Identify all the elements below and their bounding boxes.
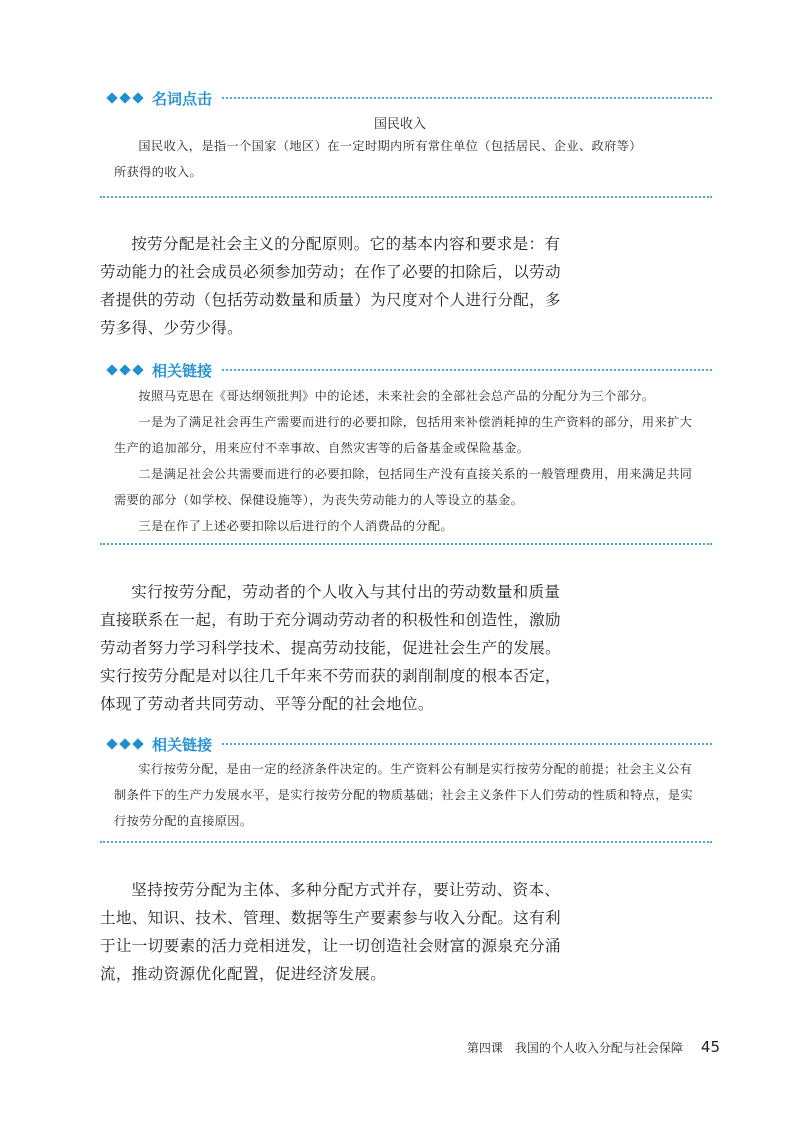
- chapter-title: 第四课 我国的个人收入分配与社会保障: [466, 1041, 683, 1055]
- page-number: 45: [700, 1038, 720, 1056]
- box-title: 相关链接: [152, 361, 213, 380]
- link-paragraph: 实行按劳分配，是由一定的经济条件决定的。生产资料公有制是实行按劳分配的前提；社会主义公有制条件下的生产力发展水平，是实行按劳分配的物质基础；社会主义条件下人们劳动的性质和特点，是实行按劳分配的直接原因。: [114, 762, 694, 828]
- box-header-link: [107, 733, 712, 755]
- definition-line: 国民收入，是指一个国家（地区）在一定时期内所有常住单位（包括居民、企业、政府等）: [138, 139, 642, 153]
- term-definition: [114, 133, 702, 185]
- diamond-bullets-icon: [107, 740, 143, 748]
- diamond-bullets-icon: [107, 366, 143, 374]
- dotted-divider: [222, 97, 712, 99]
- box-header-term: [107, 87, 712, 109]
- dotted-divider: [222, 743, 712, 745]
- box-header-link: [107, 359, 712, 381]
- link-paragraph: 按照马克思在《哥达纲领批判》中的论述，未来社会的全部社会总产品的分配分为三个部分。: [138, 389, 655, 403]
- link-paragraph: 一是为了满足社会再生产需要而进行的必要扣除，包括用来补偿消耗掉的生产资料的部分，用来扩大生产的追加部分，用来应付不幸事故、自然灾害等的后备基金或保险基金。: [114, 415, 693, 455]
- diamond-bullets-icon: [107, 94, 143, 102]
- link-paragraph: 三是在作了上述必要扣除以后进行的个人消费品的分配。: [138, 519, 454, 533]
- link-content: [114, 756, 702, 834]
- paragraph-text: 按劳分配是社会主义的分配原则。它的基本内容和要求是：有劳动能力的社会成员必须参加劳动；在作了必要的扣除后，以劳动者提供的劳动（包括劳动数量和质量）为尺度对个人进行分配，多劳多得、少劳少得。: [100, 235, 561, 337]
- dotted-divider: [100, 543, 712, 545]
- dotted-divider: [100, 841, 712, 843]
- dotted-divider: [100, 196, 712, 198]
- paragraph-text: 实行按劳分配，劳动者的个人收入与其付出的劳动数量和质量直接联系在一起，有助于充分调动劳动者的积极性和创造性，激励劳动者努力学习科学技术、提高劳动技能，促进社会生产的发展。实行按劳分配是对以往几千年来不劳而获的剥削制度的根本否定，体现了劳动者共同劳动、平等分配的社会地位。: [100, 583, 561, 713]
- dotted-divider: [222, 369, 712, 371]
- link-content: [114, 383, 702, 539]
- body-paragraph: [100, 230, 562, 342]
- box-title: 相关链接: [152, 735, 213, 754]
- term-title: 国民收入: [373, 117, 426, 132]
- definition-line: 所获得的收入。: [114, 165, 203, 179]
- paragraph-text: 坚持按劳分配为主体、多种分配方式并存，要让劳动、资本、土地、知识、技术、管理、数据等生产要素参与收入分配。这有利于让一切要素的活力竞相迸发，让一切创造社会财富的源泉充分涌流，推动资源优化配置，促进经济发展。: [100, 881, 561, 983]
- page-footer: [420, 1038, 720, 1056]
- box-title: 名词点击: [152, 89, 213, 108]
- body-paragraph: [100, 578, 562, 718]
- link-paragraph: 二是满足社会公共需要而进行的必要扣除，包括同生产没有直接关系的一般管理费用，用来满足共同需要的部分（如学校、保健设施等），为丧失劳动能力的人等设立的基金。: [114, 467, 693, 507]
- body-paragraph: [100, 876, 562, 988]
